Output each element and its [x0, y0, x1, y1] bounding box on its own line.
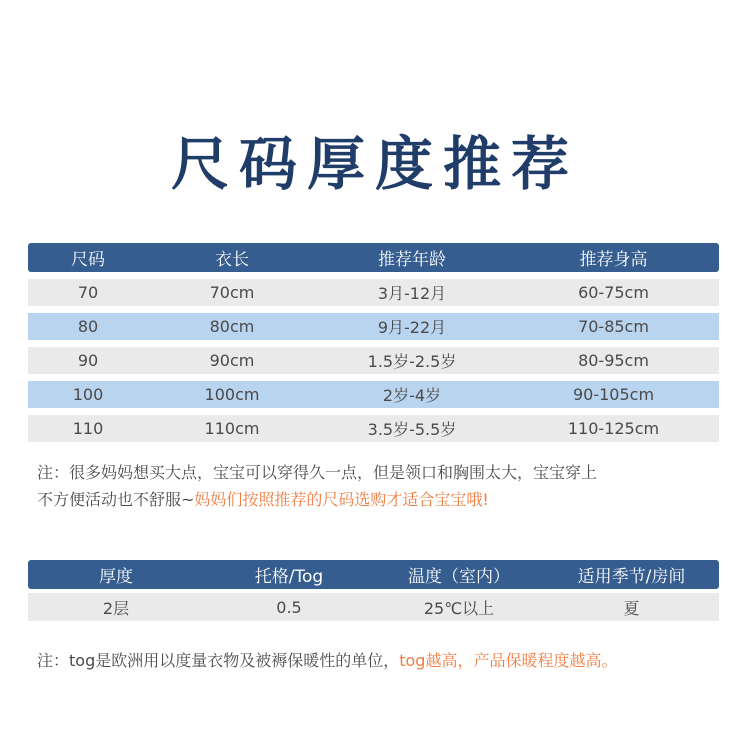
cell-length: 100cm	[204, 385, 260, 404]
cell-size: 70	[77, 283, 99, 302]
table-row	[28, 593, 719, 621]
page-title: 尺码厚度推荐	[170, 130, 579, 198]
size-table	[28, 243, 719, 442]
cell-age: 1.5岁-2.5岁	[367, 352, 457, 371]
header-thickness: 厚度	[99, 567, 133, 587]
cell-height: 80-95cm	[578, 351, 649, 370]
header-height: 推荐身高	[579, 250, 648, 270]
cell-age: 3.5岁-5.5岁	[367, 420, 457, 439]
thickness-table	[28, 560, 719, 621]
cell-size: 110	[72, 419, 104, 438]
cell-length: 90cm	[209, 351, 255, 370]
tog-note-text: 注：tog是欧洲用以度量衣物及被褥保暖性的单位，	[37, 651, 400, 670]
cell-height: 60-75cm	[578, 283, 649, 302]
cell-size: 90	[77, 351, 99, 370]
size-table-header	[28, 243, 719, 272]
header-tog: 托格/Tog	[254, 567, 324, 587]
cell-season: 夏	[623, 598, 640, 618]
cell-height: 70-85cm	[578, 317, 649, 336]
header-temperature: 温度（室内）	[408, 567, 510, 587]
size-note-line1: 注：很多妈妈想买大点，宝宝可以穿得久一点，但是领口和胸围太大，宝宝穿上	[37, 463, 598, 482]
table-row	[28, 415, 719, 442]
thickness-table-header	[28, 560, 719, 589]
cell-length: 80cm	[209, 317, 255, 336]
table-row	[28, 279, 719, 306]
cell-thickness: 2层	[102, 598, 130, 618]
cell-age: 3月-12月	[377, 284, 447, 303]
cell-height: 90-105cm	[572, 385, 655, 404]
cell-age: 2岁-4岁	[382, 386, 442, 405]
cell-size: 80	[77, 317, 99, 336]
cell-length: 70cm	[209, 283, 255, 302]
header-age: 推荐年龄	[378, 250, 446, 270]
size-note-line2	[37, 486, 727, 513]
table-row	[28, 313, 719, 340]
cell-length: 110cm	[204, 419, 260, 438]
header-length: 衣长	[215, 250, 249, 270]
tog-note	[37, 647, 727, 674]
table-row	[28, 381, 719, 408]
cell-age: 9月-22月	[377, 318, 447, 337]
cell-tog: 0.5	[276, 597, 302, 617]
header-size: 尺码	[71, 250, 105, 270]
size-note-highlight: 妈妈们按照推荐的尺码选购才适合宝宝哦!	[194, 490, 489, 509]
header-season: 适用季节/房间	[577, 567, 686, 587]
tog-note-highlight: tog越高，产品保暖程度越高。	[399, 651, 618, 670]
cell-temperature: 25℃以上	[423, 598, 495, 618]
size-note-text: 不方便活动也不舒服~	[37, 490, 195, 509]
table-row	[28, 347, 719, 374]
cell-height: 110-125cm	[567, 419, 660, 438]
cell-size: 100	[72, 385, 104, 404]
size-note	[37, 459, 727, 513]
